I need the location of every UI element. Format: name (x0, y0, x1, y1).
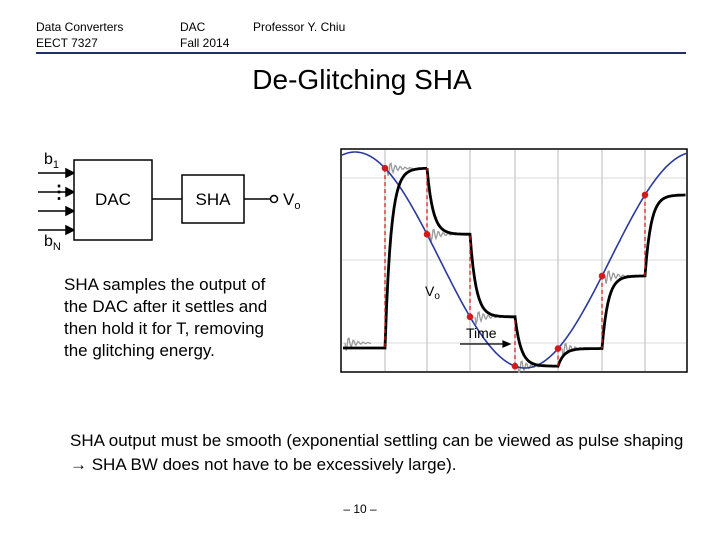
course-name: Data Converters (36, 20, 124, 34)
bottom-note: SHA output must be smooth (exponential settling can be viewed as pulse shaping → SHA BW does not have to be excessively large). (70, 431, 684, 474)
input-dots: ⋮ (50, 182, 68, 202)
header-topic (180, 19, 229, 51)
output-node (271, 196, 278, 203)
left-description: SHA samples the output of the DAC after it settles and then hold it for T, removing the glitching energy. (64, 275, 268, 360)
output-label: $V_o$ (283, 190, 301, 212)
header-professor: Professor Y. Chiu (253, 20, 346, 34)
input-bn-label: $b_N$ (44, 233, 61, 253)
y-axis-label: $V_o$ (425, 283, 440, 302)
header-course (36, 19, 123, 51)
sample-point (512, 363, 519, 370)
sample-point (599, 273, 606, 280)
sample-point (424, 231, 431, 238)
header-divider (36, 52, 686, 54)
topic-name: DAC (180, 20, 206, 34)
input-b1-label: $b_1$ (44, 151, 60, 171)
plot-frame (341, 149, 687, 372)
sample-point (382, 165, 389, 172)
slide-title: De-Glitching SHA (252, 64, 472, 95)
sample-point (642, 192, 649, 199)
waveform-plot (340, 148, 688, 373)
sha-label: SHA (195, 190, 231, 209)
course-code: EECT 7327 (36, 36, 98, 50)
sample-point (467, 314, 474, 321)
page-number: – 10 – (343, 502, 377, 516)
term: Fall 2014 (180, 36, 230, 50)
block-diagram (30, 140, 320, 255)
x-axis-label: Time (466, 325, 497, 341)
sample-point (555, 345, 562, 352)
dac-label: DAC (95, 190, 131, 209)
